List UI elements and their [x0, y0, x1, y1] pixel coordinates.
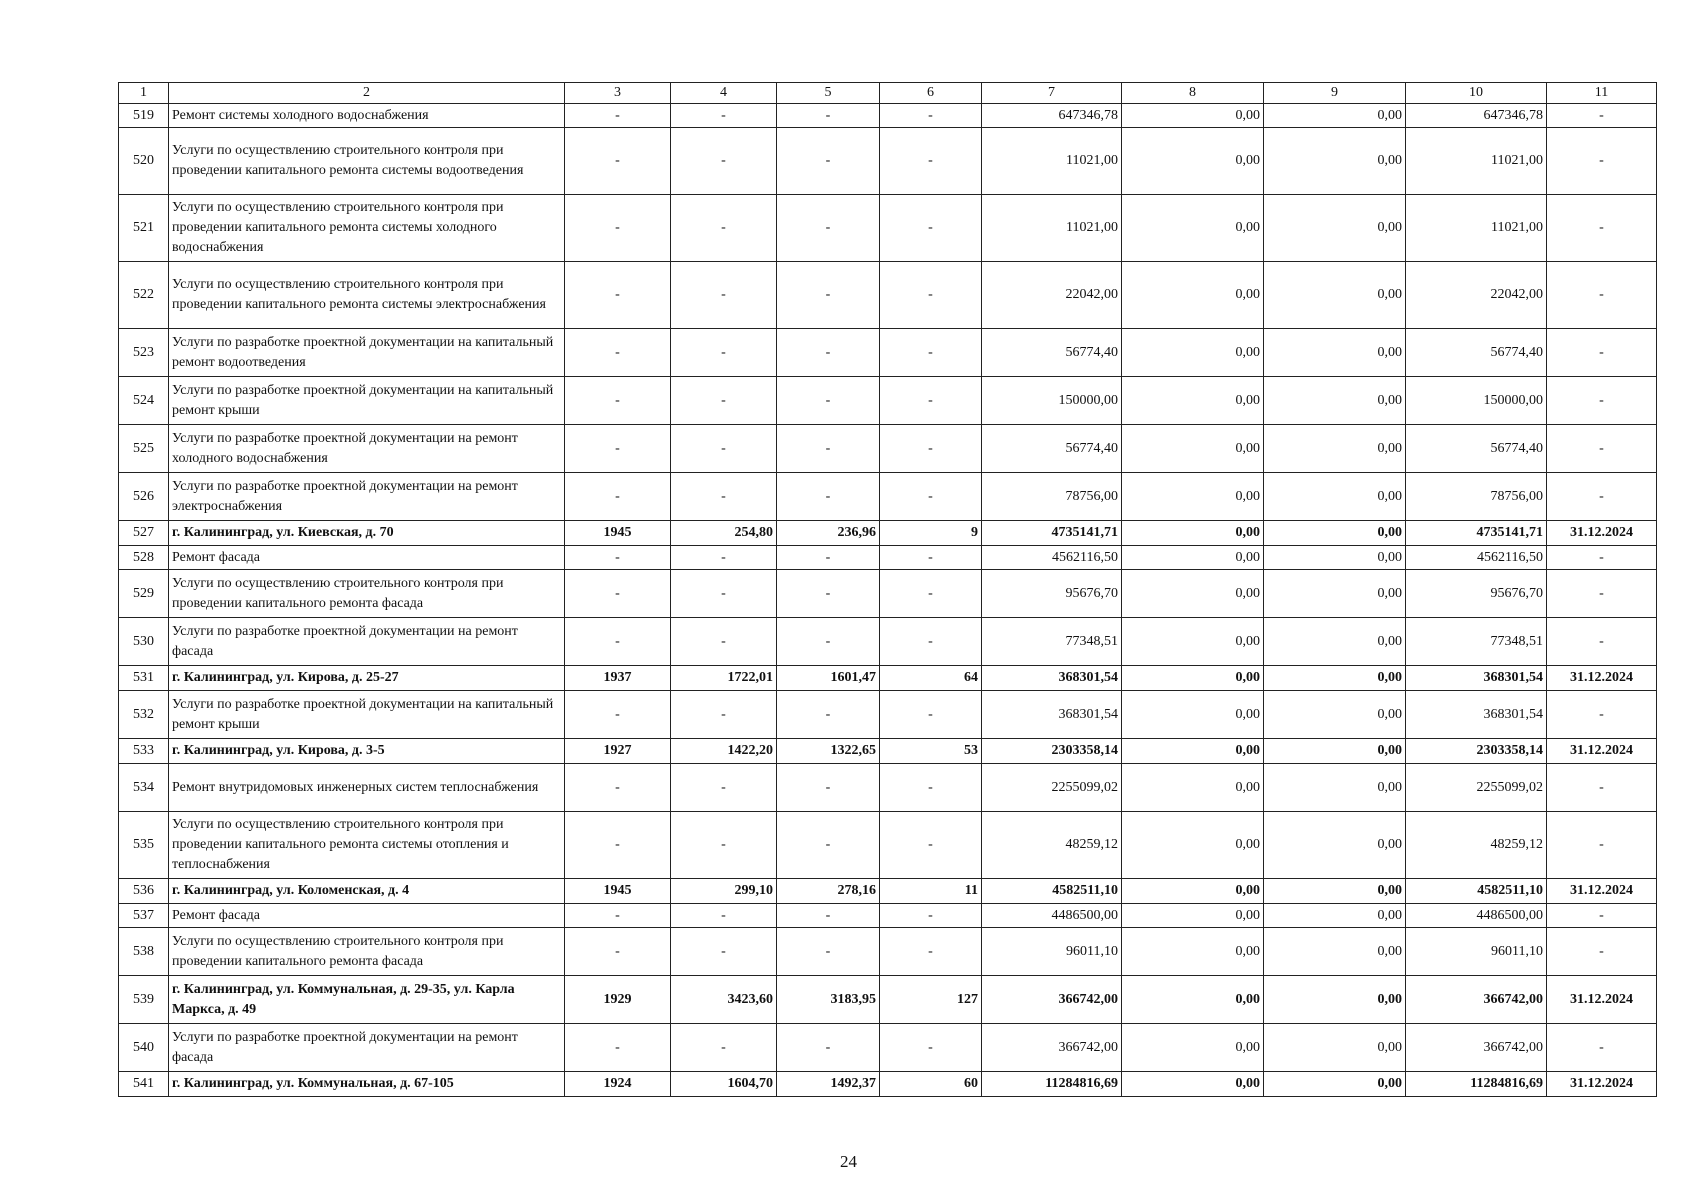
row-number-cell: 530	[119, 618, 169, 666]
deadline-cell: -	[1547, 329, 1657, 377]
row-number-cell: 531	[119, 666, 169, 691]
area-total-cell: 299,10	[671, 879, 777, 904]
row-number-cell: 528	[119, 546, 169, 570]
fund-8-cell: 0,00	[1122, 666, 1264, 691]
fund-9-cell: 0,00	[1264, 425, 1406, 473]
row-number-cell: 529	[119, 570, 169, 618]
area-living-cell: 1492,37	[777, 1072, 880, 1097]
fund-10-cell: 368301,54	[1406, 666, 1547, 691]
year-cell: -	[565, 570, 671, 618]
column-header: 8	[1122, 83, 1264, 104]
year-cell: -	[565, 195, 671, 262]
column-header: 1	[119, 83, 169, 104]
column-header: 4	[671, 83, 777, 104]
fund-9-cell: 0,00	[1264, 195, 1406, 262]
total-cost-cell: 2303358,14	[982, 739, 1122, 764]
fund-10-cell: 150000,00	[1406, 377, 1547, 425]
row-number-cell: 520	[119, 128, 169, 195]
fund-8-cell: 0,00	[1122, 521, 1264, 546]
residents-cell: -	[880, 195, 982, 262]
work-row	[119, 618, 1657, 666]
fund-8-cell: 0,00	[1122, 195, 1264, 262]
total-cost-cell: 96011,10	[982, 928, 1122, 976]
row-number-cell: 534	[119, 764, 169, 812]
area-living-cell: -	[777, 764, 880, 812]
area-total-cell: 1604,70	[671, 1072, 777, 1097]
area-living-cell: -	[777, 691, 880, 739]
fund-10-cell: 4582511,10	[1406, 879, 1547, 904]
address-row	[119, 976, 1657, 1024]
fund-10-cell: 366742,00	[1406, 1024, 1547, 1072]
work-description-cell: Услуги по осуществлению строительного контроля при проведении капитального ремонта фасада	[169, 570, 565, 618]
area-total-cell: -	[671, 546, 777, 570]
fund-10-cell: 56774,40	[1406, 425, 1547, 473]
residents-cell: -	[880, 691, 982, 739]
work-row	[119, 425, 1657, 473]
deadline-cell: -	[1547, 928, 1657, 976]
area-total-cell: 1422,20	[671, 739, 777, 764]
year-cell: -	[565, 473, 671, 521]
work-row	[119, 1024, 1657, 1072]
row-number-cell: 527	[119, 521, 169, 546]
year-cell: -	[565, 764, 671, 812]
area-total-cell: -	[671, 904, 777, 928]
work-description-cell: Услуги по осуществлению строительного контроля при проведении капитального ремонта системы водоотведения	[169, 128, 565, 195]
area-living-cell: -	[777, 377, 880, 425]
total-cost-cell: 4582511,10	[982, 879, 1122, 904]
fund-10-cell: 2255099,02	[1406, 764, 1547, 812]
address-row	[119, 739, 1657, 764]
row-number-cell: 524	[119, 377, 169, 425]
total-cost-cell: 95676,70	[982, 570, 1122, 618]
year-cell: 1945	[565, 879, 671, 904]
fund-10-cell: 647346,78	[1406, 104, 1547, 128]
deadline-cell: -	[1547, 473, 1657, 521]
fund-8-cell: 0,00	[1122, 329, 1264, 377]
fund-9-cell: 0,00	[1264, 879, 1406, 904]
residents-cell: -	[880, 764, 982, 812]
deadline-cell: -	[1547, 764, 1657, 812]
area-living-cell: -	[777, 812, 880, 879]
fund-9-cell: 0,00	[1264, 976, 1406, 1024]
year-cell: -	[565, 262, 671, 329]
area-living-cell: -	[777, 570, 880, 618]
row-number-cell: 533	[119, 739, 169, 764]
fund-10-cell: 2303358,14	[1406, 739, 1547, 764]
deadline-cell: 31.12.2024	[1547, 879, 1657, 904]
fund-8-cell: 0,00	[1122, 928, 1264, 976]
fund-9-cell: 0,00	[1264, 618, 1406, 666]
residents-cell: -	[880, 262, 982, 329]
total-cost-cell: 150000,00	[982, 377, 1122, 425]
fund-9-cell: 0,00	[1264, 104, 1406, 128]
work-description-cell: Ремонт фасада	[169, 904, 565, 928]
deadline-cell: -	[1547, 618, 1657, 666]
year-cell: 1945	[565, 521, 671, 546]
area-total-cell: -	[671, 928, 777, 976]
fund-8-cell: 0,00	[1122, 1024, 1264, 1072]
fund-8-cell: 0,00	[1122, 473, 1264, 521]
area-total-cell: -	[671, 195, 777, 262]
area-total-cell: -	[671, 1024, 777, 1072]
deadline-cell: -	[1547, 546, 1657, 570]
year-cell: -	[565, 128, 671, 195]
fund-8-cell: 0,00	[1122, 546, 1264, 570]
fund-9-cell: 0,00	[1264, 546, 1406, 570]
deadline-cell: 31.12.2024	[1547, 739, 1657, 764]
year-cell: -	[565, 377, 671, 425]
year-cell: -	[565, 904, 671, 928]
page-number: 24	[840, 1152, 857, 1171]
total-cost-cell: 4735141,71	[982, 521, 1122, 546]
area-living-cell: 1601,47	[777, 666, 880, 691]
work-description-cell: Услуги по осуществлению строительного контроля при проведении капитального ремонта системы электроснабжения	[169, 262, 565, 329]
deadline-cell: 31.12.2024	[1547, 1072, 1657, 1097]
residents-cell: -	[880, 928, 982, 976]
work-description-cell: Ремонт системы холодного водоснабжения	[169, 104, 565, 128]
table-body	[119, 83, 1657, 1097]
fund-10-cell: 366742,00	[1406, 976, 1547, 1024]
row-number-cell: 521	[119, 195, 169, 262]
area-total-cell: -	[671, 618, 777, 666]
row-number-cell: 541	[119, 1072, 169, 1097]
fund-9-cell: 0,00	[1264, 812, 1406, 879]
area-living-cell: 3183,95	[777, 976, 880, 1024]
area-total-cell: -	[671, 377, 777, 425]
area-total-cell: -	[671, 329, 777, 377]
row-number-cell: 536	[119, 879, 169, 904]
area-total-cell: 3423,60	[671, 976, 777, 1024]
fund-9-cell: 0,00	[1264, 666, 1406, 691]
work-description-cell: Услуги по разработке проектной документации на капитальный ремонт водоотведения	[169, 329, 565, 377]
area-living-cell: -	[777, 904, 880, 928]
total-cost-cell: 368301,54	[982, 666, 1122, 691]
residents-cell: 11	[880, 879, 982, 904]
work-description-cell: г. Калининград, ул. Кирова, д. 25-27	[169, 666, 565, 691]
year-cell: -	[565, 928, 671, 976]
residents-cell: 127	[880, 976, 982, 1024]
total-cost-cell: 22042,00	[982, 262, 1122, 329]
work-description-cell: г. Калининград, ул. Кирова, д. 3-5	[169, 739, 565, 764]
area-total-cell: -	[671, 473, 777, 521]
deadline-cell: 31.12.2024	[1547, 666, 1657, 691]
residents-cell: -	[880, 570, 982, 618]
row-number-cell: 535	[119, 812, 169, 879]
total-cost-cell: 4562116,50	[982, 546, 1122, 570]
work-row	[119, 570, 1657, 618]
area-living-cell: -	[777, 329, 880, 377]
deadline-cell: -	[1547, 195, 1657, 262]
residents-cell: -	[880, 473, 982, 521]
work-row	[119, 691, 1657, 739]
deadline-cell: -	[1547, 1024, 1657, 1072]
work-description-cell: Услуги по разработке проектной документации на капитальный ремонт крыши	[169, 377, 565, 425]
total-cost-cell: 56774,40	[982, 329, 1122, 377]
residents-cell: -	[880, 128, 982, 195]
residents-cell: -	[880, 104, 982, 128]
work-row	[119, 377, 1657, 425]
row-number-cell: 532	[119, 691, 169, 739]
work-description-cell: г. Калининград, ул. Коммунальная, д. 67-105	[169, 1072, 565, 1097]
work-description-cell: Услуги по осуществлению строительного контроля при проведении капитального ремонта системы отопления и теплоснабжения	[169, 812, 565, 879]
fund-9-cell: 0,00	[1264, 691, 1406, 739]
area-total-cell: 1722,01	[671, 666, 777, 691]
area-total-cell: 254,80	[671, 521, 777, 546]
column-header: 2	[169, 83, 565, 104]
year-cell: -	[565, 1024, 671, 1072]
residents-cell: 53	[880, 739, 982, 764]
area-total-cell: -	[671, 104, 777, 128]
area-living-cell: -	[777, 262, 880, 329]
deadline-cell: -	[1547, 904, 1657, 928]
fund-9-cell: 0,00	[1264, 521, 1406, 546]
deadline-cell: 31.12.2024	[1547, 976, 1657, 1024]
fund-10-cell: 78756,00	[1406, 473, 1547, 521]
fund-10-cell: 77348,51	[1406, 618, 1547, 666]
work-row	[119, 128, 1657, 195]
area-total-cell: -	[671, 425, 777, 473]
area-living-cell: 236,96	[777, 521, 880, 546]
row-number-cell: 538	[119, 928, 169, 976]
area-living-cell: -	[777, 546, 880, 570]
deadline-cell: -	[1547, 812, 1657, 879]
fund-10-cell: 4486500,00	[1406, 904, 1547, 928]
area-total-cell: -	[671, 812, 777, 879]
year-cell: -	[565, 546, 671, 570]
area-living-cell: -	[777, 473, 880, 521]
deadline-cell: -	[1547, 128, 1657, 195]
year-cell: 1924	[565, 1072, 671, 1097]
fund-9-cell: 0,00	[1264, 928, 1406, 976]
fund-10-cell: 96011,10	[1406, 928, 1547, 976]
work-description-cell: Ремонт фасада	[169, 546, 565, 570]
total-cost-cell: 366742,00	[982, 1024, 1122, 1072]
deadline-cell: -	[1547, 262, 1657, 329]
column-number-header-row	[119, 83, 1657, 104]
deadline-cell: -	[1547, 377, 1657, 425]
fund-9-cell: 0,00	[1264, 1072, 1406, 1097]
year-cell: 1929	[565, 976, 671, 1024]
area-total-cell: -	[671, 764, 777, 812]
fund-9-cell: 0,00	[1264, 128, 1406, 195]
row-number-cell: 523	[119, 329, 169, 377]
fund-10-cell: 22042,00	[1406, 262, 1547, 329]
area-total-cell: -	[671, 691, 777, 739]
area-living-cell: -	[777, 128, 880, 195]
year-cell: -	[565, 104, 671, 128]
fund-10-cell: 11284816,69	[1406, 1072, 1547, 1097]
fund-8-cell: 0,00	[1122, 691, 1264, 739]
fund-10-cell: 11021,00	[1406, 195, 1547, 262]
work-description-cell: Услуги по осуществлению строительного контроля при проведении капитального ремонта фасада	[169, 928, 565, 976]
total-cost-cell: 11021,00	[982, 128, 1122, 195]
total-cost-cell: 368301,54	[982, 691, 1122, 739]
work-description-cell: г. Калининград, ул. Коммунальная, д. 29-35, ул. Карла Маркса, д. 49	[169, 976, 565, 1024]
residents-cell: 60	[880, 1072, 982, 1097]
work-row	[119, 546, 1657, 570]
fund-9-cell: 0,00	[1264, 764, 1406, 812]
column-header: 9	[1264, 83, 1406, 104]
work-row	[119, 904, 1657, 928]
residents-cell: 9	[880, 521, 982, 546]
row-number-cell: 525	[119, 425, 169, 473]
area-living-cell: -	[777, 104, 880, 128]
address-row	[119, 879, 1657, 904]
fund-8-cell: 0,00	[1122, 879, 1264, 904]
fund-8-cell: 0,00	[1122, 976, 1264, 1024]
residents-cell: -	[880, 329, 982, 377]
work-row	[119, 764, 1657, 812]
address-row	[119, 521, 1657, 546]
work-description-cell: г. Калининград, ул. Киевская, д. 70	[169, 521, 565, 546]
repair-register-table	[118, 82, 1657, 1097]
work-row	[119, 473, 1657, 521]
work-description-cell: Услуги по осуществлению строительного контроля при проведении капитального ремонта системы холодного водоснабжения	[169, 195, 565, 262]
year-cell: -	[565, 425, 671, 473]
residents-cell: 64	[880, 666, 982, 691]
work-description-cell: Услуги по разработке проектной документации на ремонт холодного водоснабжения	[169, 425, 565, 473]
fund-9-cell: 0,00	[1264, 1024, 1406, 1072]
residents-cell: -	[880, 1024, 982, 1072]
register-sheet	[118, 82, 1657, 1097]
residents-cell: -	[880, 377, 982, 425]
area-total-cell: -	[671, 262, 777, 329]
work-description-cell: Услуги по разработке проектной документации на капитальный ремонт крыши	[169, 691, 565, 739]
total-cost-cell: 11284816,69	[982, 1072, 1122, 1097]
fund-10-cell: 95676,70	[1406, 570, 1547, 618]
year-cell: 1927	[565, 739, 671, 764]
fund-8-cell: 0,00	[1122, 1072, 1264, 1097]
residents-cell: -	[880, 812, 982, 879]
fund-8-cell: 0,00	[1122, 570, 1264, 618]
column-header: 3	[565, 83, 671, 104]
year-cell: -	[565, 329, 671, 377]
work-description-cell: Услуги по разработке проектной документации на ремонт электроснабжения	[169, 473, 565, 521]
year-cell: 1937	[565, 666, 671, 691]
fund-8-cell: 0,00	[1122, 262, 1264, 329]
fund-10-cell: 368301,54	[1406, 691, 1547, 739]
area-living-cell: -	[777, 195, 880, 262]
fund-9-cell: 0,00	[1264, 570, 1406, 618]
residents-cell: -	[880, 546, 982, 570]
fund-9-cell: 0,00	[1264, 262, 1406, 329]
area-living-cell: -	[777, 425, 880, 473]
total-cost-cell: 647346,78	[982, 104, 1122, 128]
work-description-cell: Услуги по разработке проектной документации на ремонт фасада	[169, 618, 565, 666]
work-row	[119, 329, 1657, 377]
total-cost-cell: 56774,40	[982, 425, 1122, 473]
fund-8-cell: 0,00	[1122, 812, 1264, 879]
total-cost-cell: 366742,00	[982, 976, 1122, 1024]
fund-9-cell: 0,00	[1264, 904, 1406, 928]
column-header: 11	[1547, 83, 1657, 104]
work-description-cell: Ремонт внутридомовых инженерных систем теплоснабжения	[169, 764, 565, 812]
row-number-cell: 537	[119, 904, 169, 928]
work-row	[119, 812, 1657, 879]
deadline-cell: -	[1547, 104, 1657, 128]
fund-10-cell: 4562116,50	[1406, 546, 1547, 570]
fund-10-cell: 4735141,71	[1406, 521, 1547, 546]
work-description-cell: г. Калининград, ул. Коломенская, д. 4	[169, 879, 565, 904]
residents-cell: -	[880, 618, 982, 666]
column-header: 7	[982, 83, 1122, 104]
residents-cell: -	[880, 425, 982, 473]
residents-cell: -	[880, 904, 982, 928]
fund-9-cell: 0,00	[1264, 329, 1406, 377]
deadline-cell: -	[1547, 425, 1657, 473]
row-number-cell: 522	[119, 262, 169, 329]
total-cost-cell: 2255099,02	[982, 764, 1122, 812]
deadline-cell: -	[1547, 691, 1657, 739]
row-number-cell: 539	[119, 976, 169, 1024]
total-cost-cell: 11021,00	[982, 195, 1122, 262]
total-cost-cell: 48259,12	[982, 812, 1122, 879]
deadline-cell: 31.12.2024	[1547, 521, 1657, 546]
fund-8-cell: 0,00	[1122, 104, 1264, 128]
total-cost-cell: 78756,00	[982, 473, 1122, 521]
total-cost-cell: 77348,51	[982, 618, 1122, 666]
area-living-cell: 278,16	[777, 879, 880, 904]
area-living-cell: -	[777, 1024, 880, 1072]
row-number-cell: 519	[119, 104, 169, 128]
fund-10-cell: 56774,40	[1406, 329, 1547, 377]
address-row	[119, 1072, 1657, 1097]
fund-9-cell: 0,00	[1264, 473, 1406, 521]
area-living-cell: -	[777, 618, 880, 666]
area-total-cell: -	[671, 570, 777, 618]
fund-8-cell: 0,00	[1122, 618, 1264, 666]
fund-8-cell: 0,00	[1122, 377, 1264, 425]
year-cell: -	[565, 812, 671, 879]
area-total-cell: -	[671, 128, 777, 195]
work-row	[119, 928, 1657, 976]
row-number-cell: 526	[119, 473, 169, 521]
total-cost-cell: 4486500,00	[982, 904, 1122, 928]
fund-10-cell: 11021,00	[1406, 128, 1547, 195]
fund-8-cell: 0,00	[1122, 904, 1264, 928]
area-living-cell: -	[777, 928, 880, 976]
work-row	[119, 104, 1657, 128]
fund-8-cell: 0,00	[1122, 128, 1264, 195]
area-living-cell: 1322,65	[777, 739, 880, 764]
address-row	[119, 666, 1657, 691]
fund-9-cell: 0,00	[1264, 739, 1406, 764]
column-header: 5	[777, 83, 880, 104]
column-header: 6	[880, 83, 982, 104]
work-description-cell: Услуги по разработке проектной документации на ремонт фасада	[169, 1024, 565, 1072]
fund-8-cell: 0,00	[1122, 739, 1264, 764]
year-cell: -	[565, 618, 671, 666]
work-row	[119, 195, 1657, 262]
fund-9-cell: 0,00	[1264, 377, 1406, 425]
year-cell: -	[565, 691, 671, 739]
deadline-cell: -	[1547, 570, 1657, 618]
fund-8-cell: 0,00	[1122, 425, 1264, 473]
fund-8-cell: 0,00	[1122, 764, 1264, 812]
work-row	[119, 262, 1657, 329]
row-number-cell: 540	[119, 1024, 169, 1072]
fund-10-cell: 48259,12	[1406, 812, 1547, 879]
column-header: 10	[1406, 83, 1547, 104]
